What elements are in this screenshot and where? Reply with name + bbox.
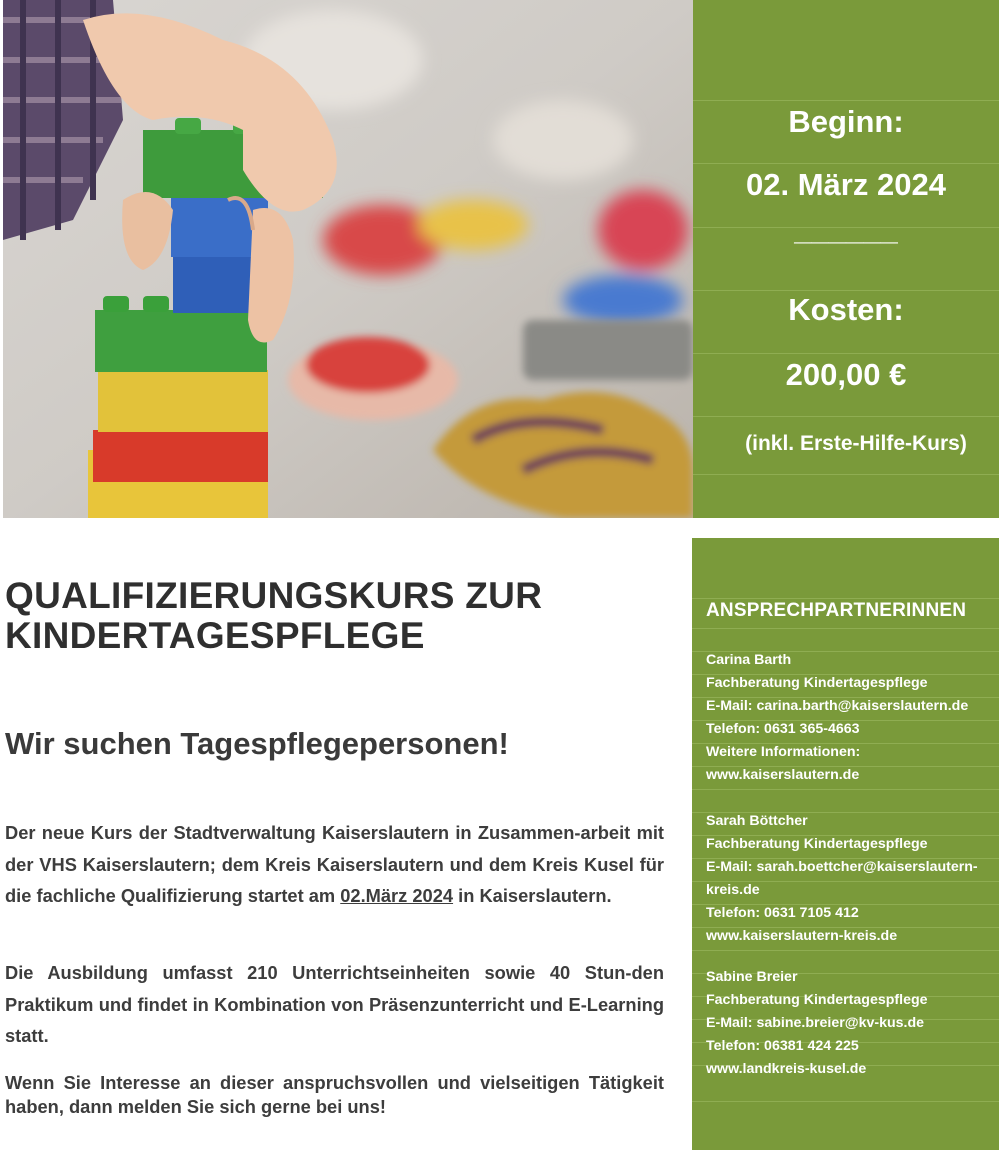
contacts-heading: ANSPRECHPARTNERINNEN [706, 600, 967, 621]
training-paragraph: Die Ausbildung umfasst 210 Unterrichtseinheiten sowie 40 Stun-den Praktikum und findet in Kombination von Präsenzunterricht und E-Learning statt. [5, 962, 664, 1046]
contact-2-phone: Telefon: 0631 7105 412 [706, 905, 859, 921]
contact-2-email[interactable]: E-Mail: sarah.boettcher@kaiserslautern- [706, 859, 978, 875]
info-divider: ______ [794, 212, 898, 247]
cost-label: Kosten: [788, 292, 904, 327]
intro-paragraph [5, 817, 664, 912]
title-line-2: KINDERTAGESPFLEGE [5, 615, 425, 656]
contact-3-website[interactable]: www.landkreis-kusel.de [706, 1061, 867, 1077]
begin-date: 02. März 2024 [746, 167, 946, 202]
title-line-1: QUALIFIZIERUNGSKURS ZUR [5, 575, 543, 616]
contact-3-phone: Telefon: 06381 424 225 [706, 1038, 859, 1054]
contact-3-name: Sabine Breier [706, 969, 798, 985]
contacts-box [692, 538, 999, 1150]
contact-1-more-info: Weitere Informationen: [706, 744, 861, 760]
begin-label: Beginn: [788, 104, 904, 139]
course-info-box [693, 0, 999, 518]
contact-2-name: Sarah Böttcher [706, 813, 808, 829]
start-date-underlined: 02.März 2024 [340, 885, 454, 906]
interest-paragraph: Wenn Sie Interesse an dieser anspruchsvollen und vielseitigen Tätigkeit haben, dann melden Sie sich gerne bei uns! [5, 1072, 664, 1117]
cost-note: (inkl. Erste-Hilfe-Kurs) [745, 432, 967, 455]
page-title [5, 576, 685, 656]
contact-3-role: Fachberatung Kindertagespflege [706, 992, 928, 1008]
contact-1-website[interactable]: www.kaiserslautern.de [706, 767, 860, 783]
contact-1-name: Carina Barth [706, 652, 792, 668]
contact-2-role: Fachberatung Kindertagespflege [706, 836, 928, 852]
hero-photo [3, 0, 693, 518]
intro-text-end: in Kaiserslautern. [453, 885, 612, 906]
contact-2-email-cont[interactable]: kreis.de [706, 882, 760, 898]
subtitle: Wir suchen Tagespflegepersonen! [5, 726, 509, 761]
contact-1-email[interactable]: E-Mail: carina.barth@kaiserslautern.de [706, 698, 969, 714]
contact-1-phone: Telefon: 0631 365-4663 [706, 721, 860, 737]
intro-text: Der neue Kurs der Stadtverwaltung Kaiserslautern in Zusammen-arbeit mit der VHS Kaiserslautern; dem Kreis Kaiserslautern und dem Kreis Kusel für die fachliche Qualifizierung startet am [5, 822, 664, 906]
cost-value: 200,00 € [785, 357, 907, 392]
toy-bricks-illustration [3, 0, 693, 518]
contact-1-role: Fachberatung Kindertagespflege [706, 675, 928, 691]
contact-3-email[interactable]: E-Mail: sabine.breier@kv-kus.de [706, 1015, 925, 1031]
contact-2-website[interactable]: www.kaiserslautern-kreis.de [706, 928, 898, 944]
